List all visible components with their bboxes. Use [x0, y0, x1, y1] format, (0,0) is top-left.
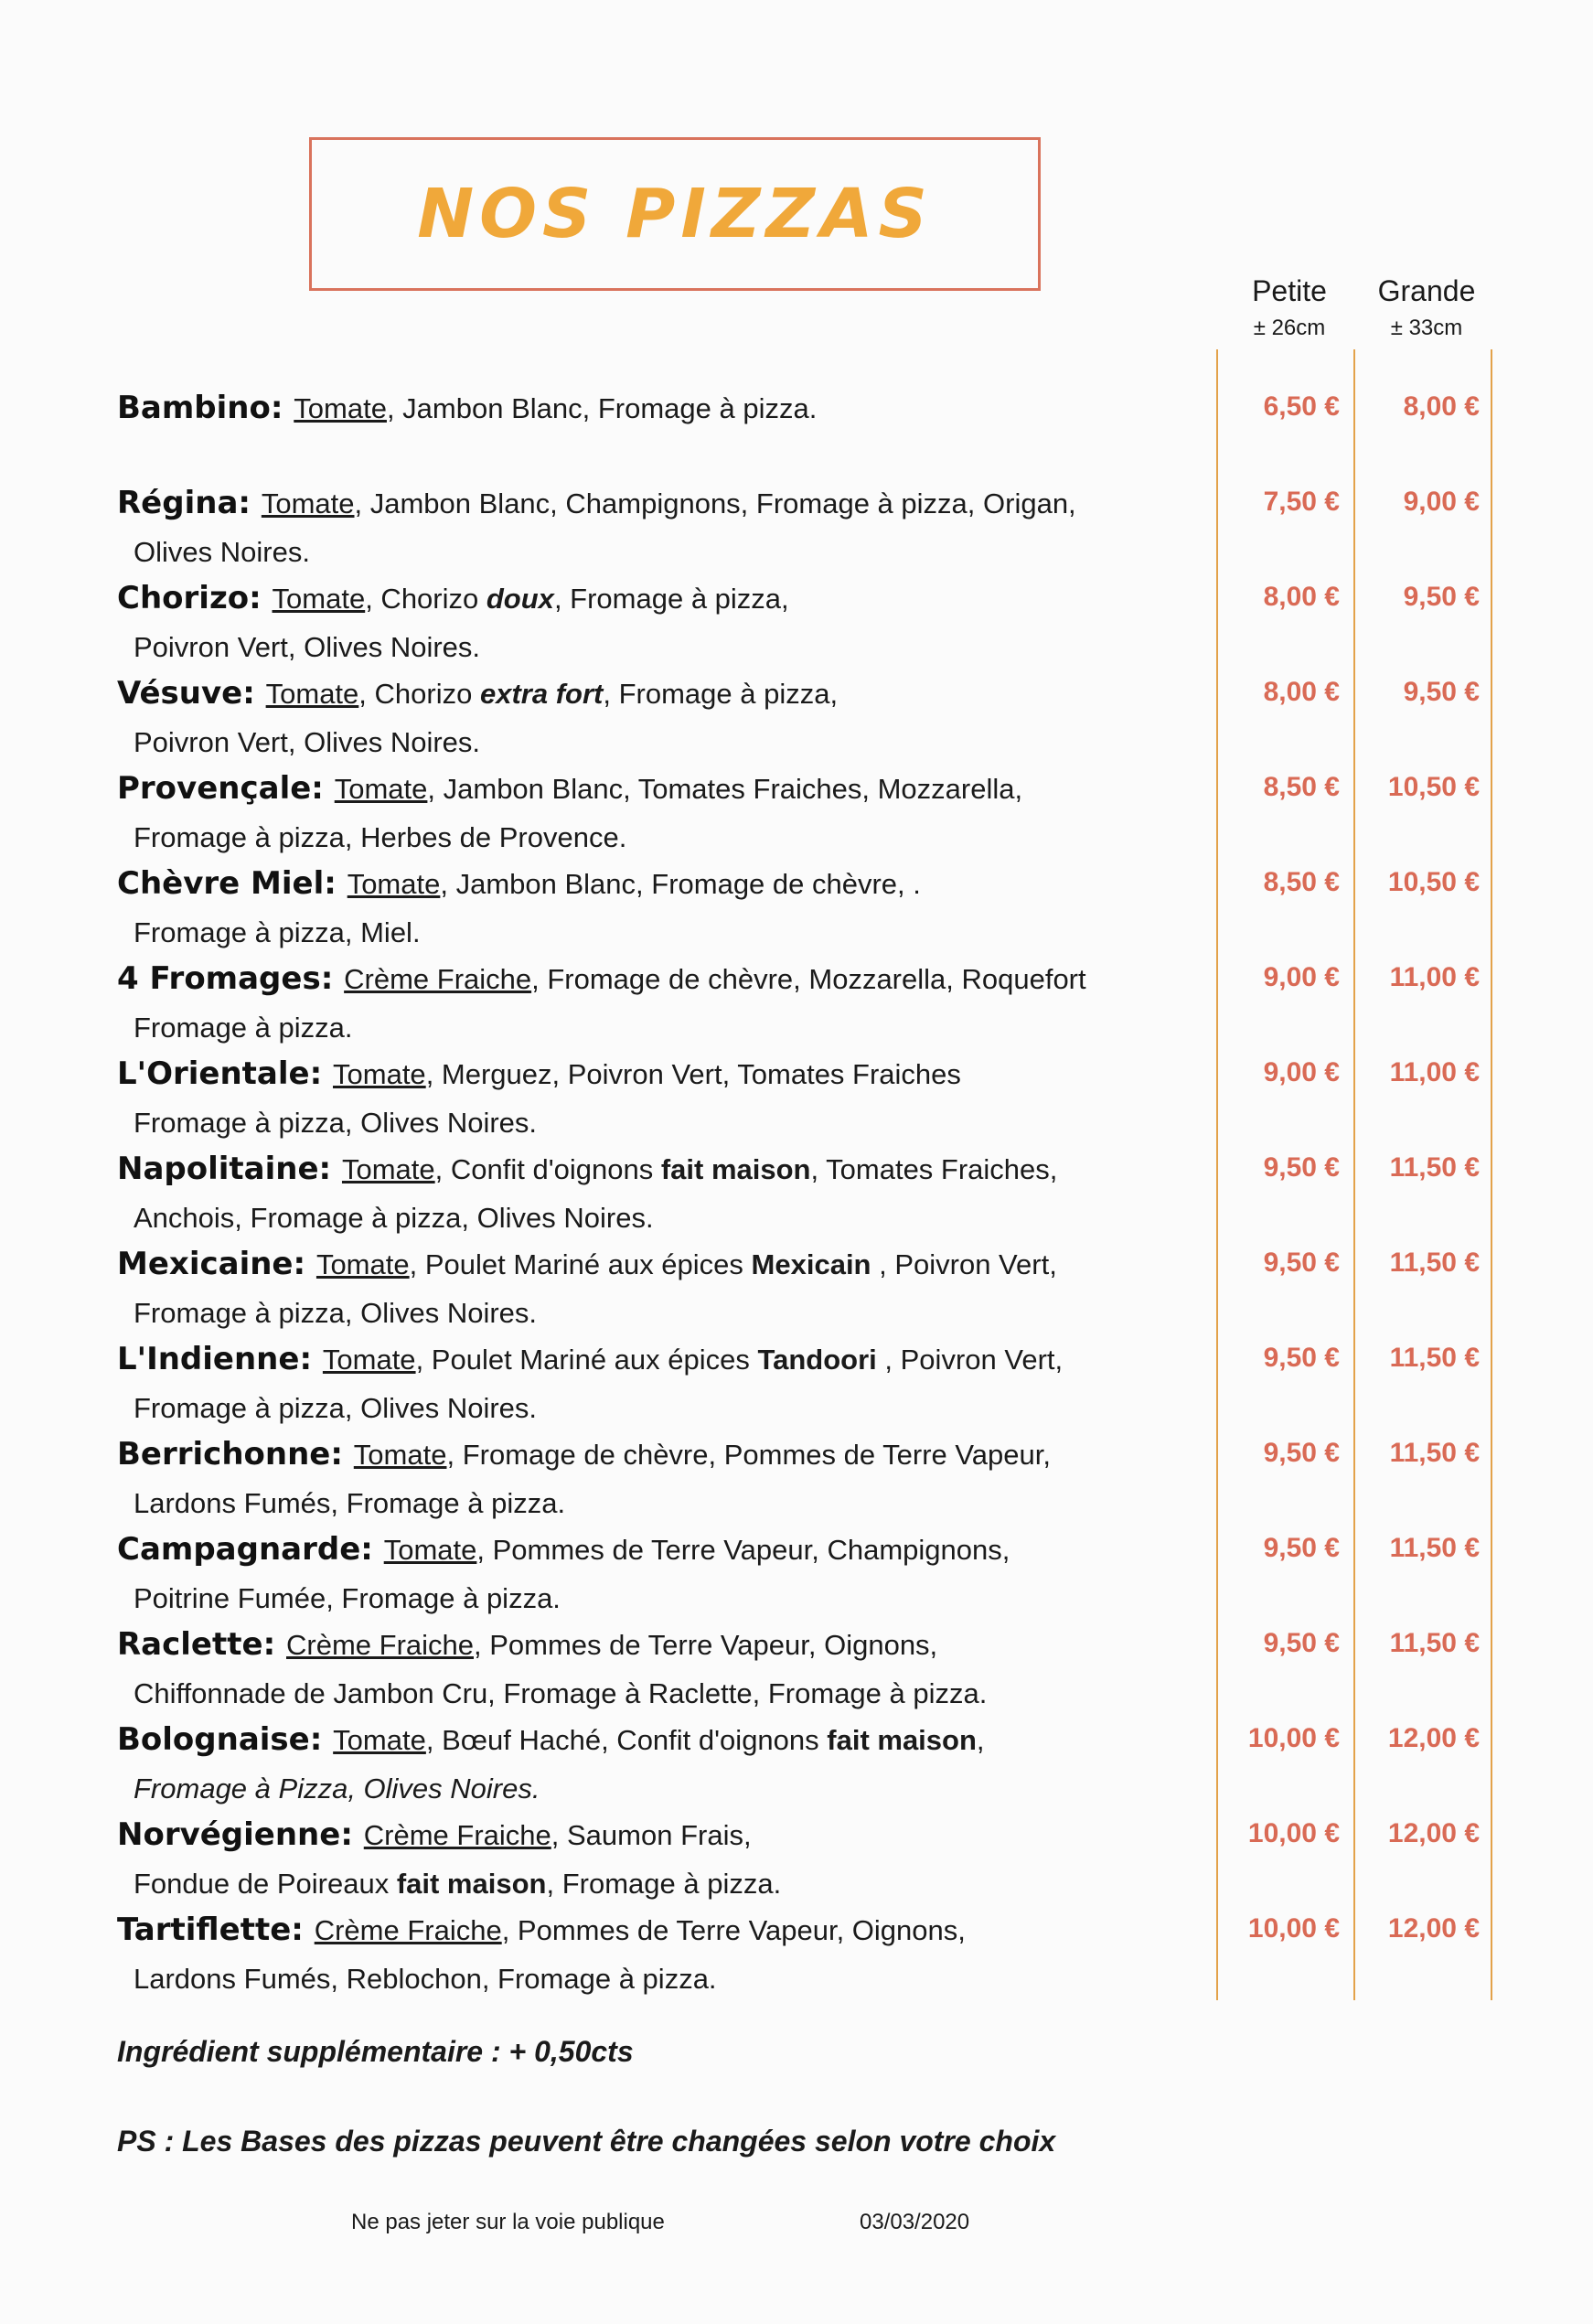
pizza-ingredients-continued: Fromage à pizza, Olives Noires.	[134, 1297, 538, 1329]
pizza-description: L'Orientale: Tomate, Merguez, Poivron Vert, Tomates Fraiches Fromage à pizza, Olives Noires.	[117, 1050, 1214, 1147]
price-petite: 6,50 €	[1263, 391, 1340, 422]
pizza-base: Crème Fraiche	[344, 963, 532, 995]
pizza-ingredients: , Pommes de Terre Vapeur, Oignons,	[474, 1629, 938, 1661]
price-grande: 11,50 €	[1389, 1343, 1480, 1373]
price-petite: 8,50 €	[1263, 772, 1340, 802]
extra-ingredient-note: Ingrédient supplémentaire : + 0,50cts	[117, 2035, 634, 2068]
pizza-description: 4 Fromages: Crème Fraiche, Fromage de chèvre, Mozzarella, Roquefort Fromage à pizza.	[117, 955, 1214, 1052]
price-grande: 8,00 €	[1403, 391, 1480, 422]
pizza-base: Tomate	[261, 487, 355, 519]
pizza-ingredients: , Saumon Frais,	[551, 1819, 752, 1851]
pizza-row	[117, 574, 1580, 669]
pizza-name: Mexicaine	[117, 1246, 294, 1282]
pizza-base: Tomate	[347, 868, 441, 900]
pizza-base: Tomate	[322, 1344, 416, 1376]
pizza-ingredients-continued: Fromage à pizza.	[134, 1012, 353, 1044]
pizza-name: 4 Fromages	[117, 960, 321, 997]
pizza-ingredients-continued: Olives Noires.	[134, 536, 310, 568]
price-grande: 11,50 €	[1389, 1152, 1480, 1183]
pizza-name: Chèvre Miel	[117, 865, 325, 902]
pizza-ingredient-highlight: fait maison	[827, 1724, 977, 1756]
pizza-description: Bolognaise: Tomate, Bœuf Haché, Confit d'oignons fait maison, Fromage à Pizza, Olives Noires.	[117, 1716, 1214, 1813]
pizza-row	[117, 1716, 1580, 1811]
price-petite: 9,00 €	[1263, 1057, 1340, 1087]
pizza-name: Berrichonne	[117, 1436, 331, 1473]
pizza-ingredients-continued: Lardons Fumés, Fromage à pizza.	[134, 1487, 566, 1519]
price-grande: 12,00 €	[1387, 1723, 1480, 1753]
pizza-base: Crème Fraiche	[363, 1819, 551, 1851]
footer-date: 03/03/2020	[860, 2210, 970, 2234]
pizza-ingredients-continued: Fromage à pizza, Olives Noires.	[134, 1392, 538, 1424]
pizza-description: Campagnarde: Tomate, Pommes de Terre Vapeur, Champignons, Poitrine Fumée, Fromage à pizza.	[117, 1526, 1214, 1623]
pizza-ingredients: , Pommes de Terre Vapeur, Champignons,	[476, 1534, 1010, 1566]
pizza-ingredients: , Poivron Vert,	[876, 1344, 1064, 1376]
pizza-description: Napolitaine: Tomate, Confit d'oignons fait maison, Tomates Fraiches, Anchois, Fromage à pizza, Olives Noires.	[117, 1145, 1214, 1242]
price-petite: 10,00 €	[1247, 1723, 1340, 1753]
pizza-base: Crème Fraiche	[286, 1629, 474, 1661]
pizza-row	[117, 1050, 1580, 1145]
price-grande: 12,00 €	[1387, 1818, 1480, 1848]
title-box	[309, 137, 1041, 291]
column-header-grande	[1353, 274, 1500, 341]
footer-note: Ne pas jeter sur la voie publique	[351, 2210, 665, 2234]
column-grande-label: Grande	[1377, 274, 1476, 307]
pizza-row	[117, 1621, 1580, 1716]
pizza-ingredients-continued: Poivron Vert, Olives Noires.	[134, 631, 481, 663]
pizza-ingredients: , Poulet Mariné aux épices	[415, 1344, 758, 1376]
pizza-description: Bambino: Tomate, Jambon Blanc, Fromage à pizza.	[117, 390, 818, 426]
pizza-base: Tomate	[353, 1439, 447, 1471]
price-petite: 9,50 €	[1263, 1248, 1340, 1278]
pizza-row	[117, 669, 1580, 765]
price-grande: 9,50 €	[1403, 582, 1480, 612]
price-grande: 11,00 €	[1389, 1057, 1480, 1087]
pizza-name: L'Indienne	[117, 1341, 300, 1377]
pizza-base: Tomate	[341, 1153, 435, 1185]
column-header-petite	[1216, 274, 1363, 341]
pizza-ingredients-continued: Chiffonnade de Jambon Cru, Fromage à Raclette, Fromage à pizza.	[134, 1677, 988, 1709]
pizza-ingredients-continued: Fromage à pizza, Olives Noires.	[134, 1107, 538, 1139]
pizza-row	[117, 1430, 1580, 1526]
pizza-description: Raclette: Crème Fraiche, Pommes de Terre Vapeur, Oignons, Chiffonnade de Jambon Cru, Fromage à Raclette, Fromage à pizza.	[117, 1621, 1214, 1718]
price-grande: 11,50 €	[1389, 1248, 1480, 1278]
pizza-ingredients: , Poivron Vert,	[871, 1248, 1057, 1280]
price-grande: 10,50 €	[1387, 867, 1480, 897]
price-petite: 9,50 €	[1263, 1533, 1340, 1563]
pizza-ingredients: , Poulet Mariné aux épices	[409, 1248, 752, 1280]
column-grande-size: ± 33cm	[1390, 316, 1463, 340]
pizza-ingredients: , Fromage de chèvre, Pommes de Terre Vapeur,	[446, 1439, 1051, 1471]
price-petite: 8,00 €	[1263, 677, 1340, 707]
pizza-description: Régina: Tomate, Jambon Blanc, Champignons, Fromage à pizza, Origan, Olives Noires.	[117, 479, 1214, 576]
pizza-ingredient-highlight: fait maison	[660, 1153, 811, 1185]
pizza-ingredients: , Fromage à pizza.	[546, 1868, 782, 1900]
pizza-ingredient-highlight: Tandoori	[757, 1344, 877, 1376]
price-petite: 9,00 €	[1263, 962, 1340, 992]
pizza-ingredients: , Chorizo	[365, 583, 486, 615]
pizza-description: Vésuve: Tomate, Chorizo extra fort, Fromage à pizza, Poivron Vert, Olives Noires.	[117, 669, 1214, 766]
pizza-base: Tomate	[333, 1058, 426, 1090]
pizza-row	[117, 1335, 1580, 1430]
pizza-ingredients: , Jambon Blanc, Champignons, Fromage à pizza, Origan,	[354, 487, 1076, 519]
price-grande: 11,00 €	[1389, 962, 1480, 992]
pizza-name: Chorizo	[117, 580, 250, 616]
pizza-base: Tomate	[333, 1724, 426, 1756]
column-petite-label: Petite	[1252, 274, 1327, 307]
pizza-name: Raclette	[117, 1626, 263, 1663]
pizza-row	[117, 860, 1580, 955]
pizza-base: Tomate	[272, 583, 366, 615]
page-title: NOS PIZZAS	[417, 175, 933, 253]
pizza-ingredient-highlight: fait maison	[396, 1868, 547, 1900]
pizza-ingredients: , Fromage à pizza,	[603, 678, 839, 710]
pizza-ingredients: , Tomates Fraiches,	[810, 1153, 1058, 1185]
pizza-ingredients: , Pommes de Terre Vapeur, Oignons,	[501, 1914, 966, 1946]
pizza-description: Provençale: Tomate, Jambon Blanc, Tomates Fraiches, Mozzarella, Fromage à pizza, Herbes de Provence.	[117, 765, 1214, 862]
pizza-name: Napolitaine	[117, 1151, 319, 1187]
pizza-ingredients: , Chorizo	[358, 678, 480, 710]
pizza-base: Tomate	[294, 392, 387, 424]
pizza-name: Bambino	[117, 390, 271, 426]
pizza-base: Tomate	[383, 1534, 477, 1566]
pizza-row	[117, 384, 1580, 479]
pizza-name: Provençale	[117, 770, 312, 807]
pizza-ingredients-continued: Fromage à pizza, Miel.	[134, 916, 421, 948]
pizza-name: Norvégienne	[117, 1816, 341, 1853]
pizza-ingredients: , Merguez, Poivron Vert, Tomates Fraiches	[425, 1058, 961, 1090]
pizza-name: Bolognaise	[117, 1721, 310, 1758]
pizza-description: Tartiflette: Crème Fraiche, Pommes de Terre Vapeur, Oignons, Lardons Fumés, Reblochon, Fromage à pizza.	[117, 1906, 1214, 2003]
pizza-ingredients: , Bœuf Haché, Confit d'oignons	[425, 1724, 828, 1756]
price-petite: 10,00 €	[1247, 1818, 1340, 1848]
pizza-description: Chèvre Miel: Tomate, Jambon Blanc, Fromage de chèvre, . Fromage à pizza, Miel.	[117, 860, 1214, 957]
pizza-ingredients: , Fromage de chèvre, Mozzarella, Roquefort	[531, 963, 1086, 995]
pizza-ingredients: , Jambon Blanc, Fromage de chèvre, .	[440, 868, 921, 900]
pizza-ingredients-continued: Fromage à Pizza, Olives Noires.	[134, 1772, 540, 1805]
pizza-ingredients-continued: Poitrine Fumée, Fromage à pizza.	[134, 1582, 561, 1614]
pizza-ingredients: Fondue de Poireaux	[134, 1868, 397, 1900]
column-petite-size: ± 26cm	[1253, 316, 1326, 340]
pizza-base: Tomate	[315, 1248, 410, 1280]
pizza-base: Crème Fraiche	[314, 1914, 502, 1946]
price-petite: 9,50 €	[1263, 1343, 1340, 1373]
pizza-row	[117, 955, 1580, 1050]
pizza-row	[117, 479, 1580, 574]
pizza-base: Tomate	[265, 678, 359, 710]
pizza-name: Tartiflette	[117, 1912, 292, 1948]
price-petite: 9,50 €	[1263, 1628, 1340, 1658]
pizza-name: L'Orientale	[117, 1055, 310, 1092]
ps-note: PS : Les Bases des pizzas peuvent être changées selon votre choix	[117, 2125, 1056, 2158]
price-grande: 12,00 €	[1387, 1913, 1480, 1944]
pizza-ingredient-highlight: extra fort	[479, 678, 604, 710]
pizza-ingredients: , Confit d'oignons	[434, 1153, 661, 1185]
pizza-ingredients: ,	[976, 1724, 985, 1756]
pizza-row	[117, 1145, 1580, 1240]
pizza-name: Vésuve	[117, 675, 243, 712]
pizza-row	[117, 1811, 1580, 1906]
pizza-ingredient-highlight: doux	[486, 583, 554, 615]
pizza-ingredients: , Jambon Blanc, Fromage à pizza.	[386, 392, 818, 424]
pizza-row	[117, 1526, 1580, 1621]
pizza-ingredients: , Fromage à pizza,	[553, 583, 789, 615]
pizza-description: Mexicaine: Tomate, Poulet Mariné aux épices Mexicain , Poivron Vert, Fromage à pizza, Olives Noires.	[117, 1240, 1214, 1337]
price-grande: 11,50 €	[1389, 1628, 1480, 1658]
pizza-ingredient-highlight: Mexicain	[751, 1248, 871, 1280]
pizza-ingredients-continued: Poivron Vert, Olives Noires.	[134, 726, 481, 758]
pizza-description: L'Indienne: Tomate, Poulet Mariné aux épices Tandoori , Poivron Vert, Fromage à pizza, Olives Noires.	[117, 1335, 1214, 1432]
pizza-ingredients: , Jambon Blanc, Tomates Fraiches, Mozzarella,	[427, 773, 1023, 805]
price-grande: 11,50 €	[1389, 1438, 1480, 1468]
price-grande: 9,00 €	[1403, 487, 1480, 517]
pizza-row	[117, 1240, 1580, 1335]
price-grande: 10,50 €	[1387, 772, 1480, 802]
pizza-base: Tomate	[334, 773, 428, 805]
pizza-name: Régina	[117, 485, 239, 521]
price-petite: 8,50 €	[1263, 867, 1340, 897]
pizza-description: Berrichonne: Tomate, Fromage de chèvre, Pommes de Terre Vapeur, Lardons Fumés, Fromage à pizza.	[117, 1430, 1214, 1527]
price-petite: 7,50 €	[1263, 487, 1340, 517]
pizza-ingredients-continued: Fromage à pizza, Herbes de Provence.	[134, 821, 627, 853]
price-grande: 11,50 €	[1389, 1533, 1480, 1563]
price-petite: 9,50 €	[1263, 1152, 1340, 1183]
price-petite: 9,50 €	[1263, 1438, 1340, 1468]
pizza-description: Norvégienne: Crème Fraiche, Saumon Frais, Fondue de Poireaux fait maison, Fromage à pizza.	[117, 1811, 1214, 1908]
pizza-row	[117, 765, 1580, 860]
pizza-ingredients-continued: Anchois, Fromage à pizza, Olives Noires.	[134, 1202, 654, 1234]
pizza-ingredients-continued	[117, 1859, 1214, 1908]
pizza-row	[117, 1906, 1580, 2001]
pizza-name: Campagnarde	[117, 1531, 361, 1568]
price-grande: 9,50 €	[1403, 677, 1480, 707]
pizza-ingredients-continued: Lardons Fumés, Reblochon, Fromage à pizza.	[134, 1963, 717, 1995]
price-petite: 8,00 €	[1263, 582, 1340, 612]
pizza-description: Chorizo: Tomate, Chorizo doux, Fromage à pizza, Poivron Vert, Olives Noires.	[117, 574, 1214, 671]
price-petite: 10,00 €	[1247, 1913, 1340, 1944]
